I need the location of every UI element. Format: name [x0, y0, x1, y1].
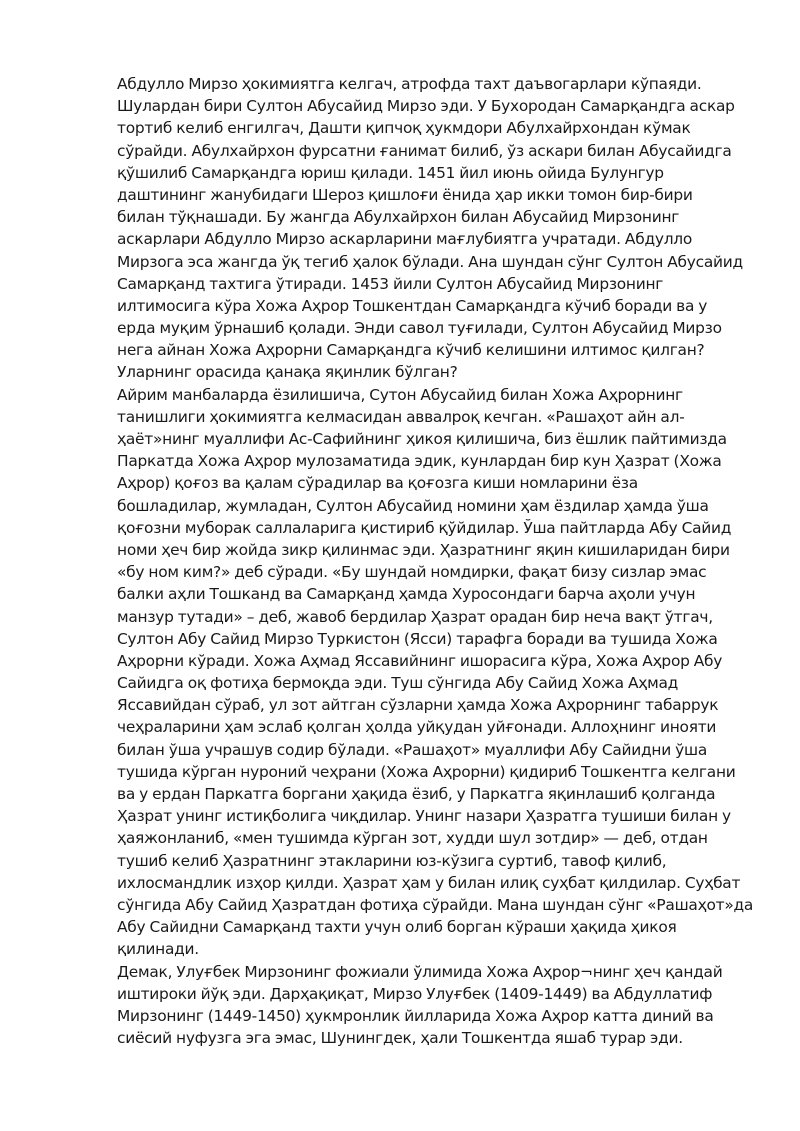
text-line: қўшилиб Самарқандга юриш қилади. 1451 йил июнь ойида Булунгур [117, 163, 664, 182]
text-line: қилинади. [117, 940, 199, 959]
text-line: Аҳрорни кўради. Хожа Аҳмад Яссавийнинг ишорасига кўра, Хожа Аҳрор Абу [117, 651, 723, 670]
text-line: «бу ном ким?» деб сўради. «Бу шундай номдирки, фақат бизу сизлар эмас [117, 563, 707, 582]
text-line: танишлиги ҳокимиятга келмасидан аввалроқ кечган. «Рашаҳот айн ал- [117, 407, 685, 426]
text-line: тушиб келиб Ҳазратнинг этакларини юз-кўзига суртиб, тавоф қилиб, [117, 851, 667, 870]
text-line: ихлосмандлик изҳор қилди. Ҳазрат ҳам у билан илиқ суҳбат қилдилар. Суҳбат [117, 873, 741, 892]
text-line: аскарлари Абдулло Мирзо аскарларини мағлубиятга учратади. Абдулло [117, 230, 693, 249]
text-line: Айрим манбаларда ёзилишича, Сутон Абусайид билан Хожа Аҳрорнинг [117, 385, 683, 404]
text-line: Шулардан бири Султон Абусайид Мирзо эди. У Бухородан Самарқандга аскар [117, 97, 735, 116]
text-line: ҳаяжонланиб, «мен тушимда кўрган зот, худди шул зотдир» — деб, отдан [117, 829, 708, 848]
text-line: қоғозни муборак саллаларига қистириб қўйдилар. Ўша пайтларда Абу Сайид [117, 518, 732, 537]
text-line: иштироки йўқ эди. Дарҳақиқат, Мирзо Улуғбек (1409-1449) ва Абдуллатиф [117, 984, 713, 1003]
document-body [117, 73, 754, 1049]
text-line: номи ҳеч бир жойда зикр қилинмас эди. Ҳазратнинг яқин кишиларидан бири [117, 540, 730, 559]
text-line: билан ўша учрашув содир бўлади. «Рашаҳот» муаллифи Абу Сайидни ўша [117, 740, 708, 759]
text-line: нега айнан Хожа Аҳрорни Самарқандга кўчиб келишини илтимос қилган? [117, 341, 705, 360]
text-line: Уларнинг орасида қанақа яқинлик бўлган? [117, 363, 458, 382]
text-line: балки аҳли Тошканд ва Самарқанд ҳамда Хуросондаги барча аҳоли учун [117, 585, 696, 604]
text-line: Абдулло Мирзо ҳокимиятга келгач, атрофда тахт даъвогарлари кўпаяди. [117, 75, 702, 93]
text-line: Сайидга оқ фотиҳа бермоқда эди. Туш сўнгида Абу Сайид Хожа Аҳмад [117, 674, 679, 693]
text-line: Самарқанд тахтига ўтиради. 1453 йили Султон Абусайид Мирзонинг [117, 274, 664, 293]
text-line: чеҳраларини ҳам эслаб қолган ҳолда уйқудан уйғонади. Аллоҳнинг инояти [117, 718, 717, 737]
text-line: тушида кўрган нуроний чеҳрани (Хожа Аҳрорни) қидириб Тошкентга келгани [117, 762, 736, 781]
text-line: тортиб келиб енгилгач, Дашти қипчоқ ҳукмдори Абулхайрхондан кўмак [117, 119, 691, 138]
text-line: ерда муқим ўрнашиб қолади. Энди савол туғилади, Султон Абусайид Мирзо [117, 319, 722, 338]
text-line: ҳаёт»нинг муаллифи Ас-Сафийнинг ҳикоя қилишича, биз ёшлик пайтимизда [117, 430, 727, 448]
text-line: ва у ердан Паркатга боргани ҳақида ёзиб, у Паркатга яқинлашиб қолганда [117, 785, 716, 803]
text-line: сиёсий нуфузга эга эмас, Шунингдек, ҳали Тошкентда яшаб турар эди. [117, 1029, 683, 1048]
text-line: Демак, Улуғбек Мирзонинг фожиали ўлимида Хожа Аҳрор¬нинг ҳеч қандай [117, 962, 723, 981]
text-line: илтимосига кўра Хожа Аҳрор Тошкентдан Самарқандга кўчиб боради ва у [117, 296, 708, 315]
text-line: даштининг жанубидаги Шероз қишлоғи ёнида ҳар икки томон бир-бири [117, 185, 693, 204]
text-line: Мирзонинг (1449-1450) ҳукмронлик йилларида Хожа Аҳрор катта диний ва [117, 1006, 714, 1025]
text-line: билан тўқнашади. Бу жангда Абулхайрхон билан Абусайид Мирзонинг [117, 208, 680, 227]
text-line: Абу Сайидни Самарқанд тахти учун олиб борган кўраши ҳақида ҳикоя [117, 918, 677, 937]
text-line: сўнгида Абу Сайид Ҳазратдан фотиҳа сўрайди. Мана шундан сўнг «Рашаҳот»да [117, 895, 754, 914]
text-line: Яссавийдан сўраб, ул зот айтган сўзларни ҳамда Хожа Аҳрорнинг табаррук [117, 696, 719, 715]
text-line: Султон Абу Сайид Мирзо Туркистон (Ясси) тарафга боради ва тушида Хожа [117, 629, 718, 648]
text-line: сўрайди. Абулхайрхон фурсатни ғанимат билиб, ўз аскари билан Абусайидга [117, 141, 732, 160]
text-line: манзур тутади» – деб, жавоб бердилар Ҳазрат орадан бир неча вақт ўтгач, [117, 607, 713, 626]
text-line: Мирзога эса жангда ўқ тегиб ҳалок бўлади. Ана шундан сўнг Султон Абусайид [117, 252, 743, 271]
text-line: бошладилар, жумладан, Султон Абусайид номини ҳам ёздилар ҳамда ўша [117, 496, 709, 515]
text-line: Аҳрор) қоғоз ва қалам сўрадилар ва қоғозга киши номларини ёза [117, 474, 638, 493]
text-line: Паркатда Хожа Аҳрор мулозаматида эдик, кунлардан бир кун Ҳазрат (Хожа [117, 452, 722, 471]
text-line: Ҳазрат унинг истиқболига чиқдилар. Унинг назари Ҳазратга тушиши билан у [117, 807, 731, 826]
